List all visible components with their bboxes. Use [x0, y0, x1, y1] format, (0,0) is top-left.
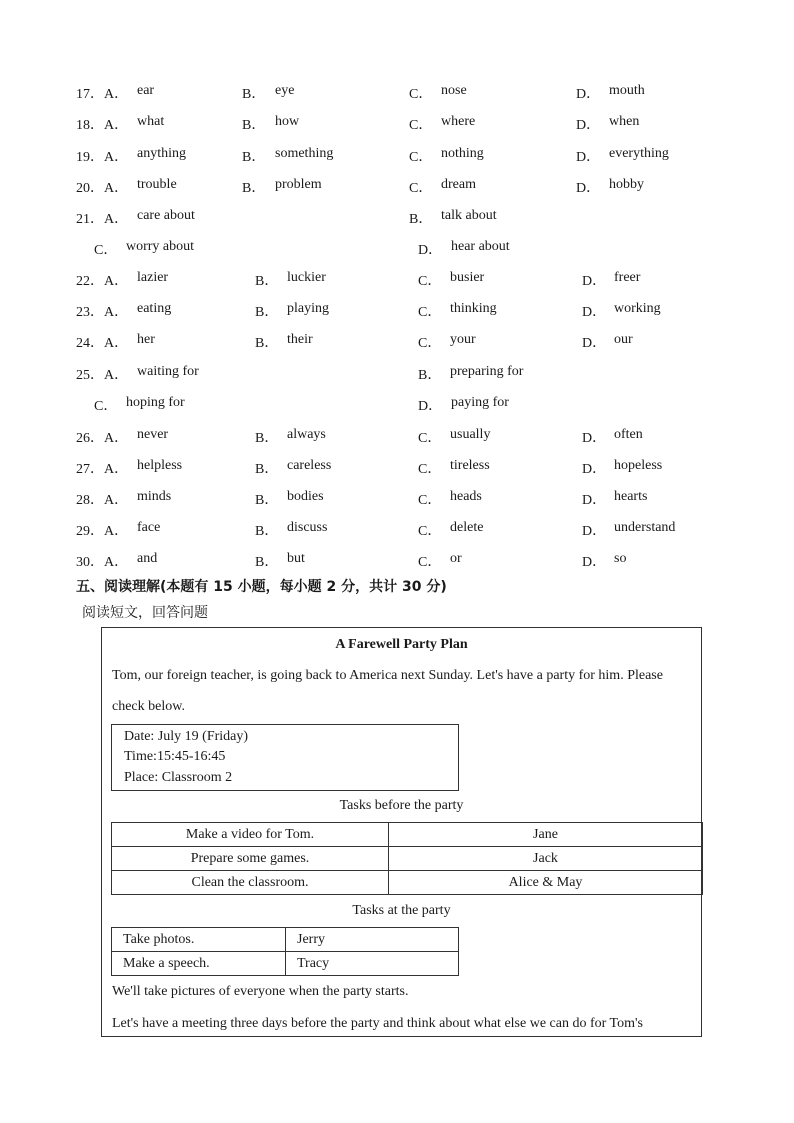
- option-letter: C．: [409, 181, 433, 196]
- option-text: helpless: [137, 458, 183, 473]
- option-text: their: [287, 332, 313, 347]
- option-text: something: [275, 146, 334, 161]
- option-letter: D．: [582, 493, 607, 508]
- option-text: hobby: [609, 177, 644, 192]
- option-letter: B．: [255, 274, 279, 289]
- option-text: paying for: [451, 395, 509, 410]
- option-text: thinking: [450, 301, 497, 316]
- option-text: nose: [441, 83, 467, 98]
- table-row: [112, 823, 703, 847]
- person-cell: Tracy: [286, 952, 459, 976]
- question-row: [0, 458, 794, 480]
- option-text: preparing for: [450, 364, 524, 379]
- option-text: her: [137, 332, 155, 347]
- option-letter: D．: [418, 399, 443, 414]
- option-letter: B．: [418, 368, 442, 383]
- option-letter: C．: [418, 493, 442, 508]
- option-text: hear about: [451, 239, 510, 254]
- option-text: bodies: [287, 489, 324, 504]
- option-text: freer: [614, 270, 641, 285]
- option-text: hopeless: [614, 458, 663, 473]
- option-text: hearts: [614, 489, 648, 504]
- section-title: 五、阅读理解(本题有 15 小题，每小题 2 分，共计 30 分): [76, 579, 447, 595]
- person-cell: Jane: [389, 823, 703, 847]
- at-tasks-table: [111, 927, 459, 976]
- passage-intro-line1: Tom, our foreign teacher, is going back to America next Sunday. Let's have a party for him. Please: [112, 668, 663, 683]
- option-letter: A．: [104, 493, 129, 508]
- question-row: [0, 208, 794, 230]
- option-text: mouth: [609, 83, 645, 98]
- option-letter: D．: [576, 181, 601, 196]
- option-letter: C．: [418, 274, 442, 289]
- passage-photos-line: We'll take pictures of everyone when the party starts.: [112, 984, 409, 999]
- option-text: face: [137, 520, 161, 535]
- option-text: but: [287, 551, 305, 566]
- question-row: [0, 177, 794, 199]
- option-letter: C．: [418, 305, 442, 320]
- question-row: [0, 489, 794, 511]
- option-text: dream: [441, 177, 476, 192]
- question-row: [0, 551, 794, 573]
- option-letter: D．: [576, 87, 601, 102]
- option-text: discuss: [287, 520, 328, 535]
- person-cell: Alice & May: [389, 871, 703, 895]
- question-number: 30．: [76, 555, 104, 570]
- party-date: Date: July 19 (Friday): [124, 729, 249, 744]
- option-letter: D．: [576, 150, 601, 165]
- option-letter: A．: [104, 87, 129, 102]
- option-letter: C．: [409, 150, 433, 165]
- at-tasks-heading: Tasks at the party: [352, 903, 451, 918]
- option-letter: C．: [418, 462, 442, 477]
- option-text: minds: [137, 489, 172, 504]
- option-letter: D．: [582, 524, 607, 539]
- section-instruction: 阅读短文，回答问题: [82, 605, 208, 621]
- question-row: [0, 332, 794, 354]
- question-row: [0, 114, 794, 136]
- person-cell: Jerry: [286, 928, 459, 952]
- option-letter: A．: [104, 118, 129, 133]
- option-text: busier: [450, 270, 485, 285]
- party-info-box: [111, 724, 459, 791]
- option-letter: B．: [255, 431, 279, 446]
- option-letter: B．: [242, 118, 266, 133]
- option-text: when: [609, 114, 640, 129]
- option-letter: A．: [104, 368, 129, 383]
- question-number: 24．: [76, 336, 104, 351]
- option-text: careless: [287, 458, 332, 473]
- option-letter: D．: [582, 431, 607, 446]
- option-text: delete: [450, 520, 484, 535]
- option-letter: B．: [242, 181, 266, 196]
- option-letter: A．: [104, 305, 129, 320]
- task-cell: Prepare some games.: [112, 847, 389, 871]
- option-letter: B．: [255, 555, 279, 570]
- option-text: often: [614, 427, 643, 442]
- option-letter: B．: [255, 462, 279, 477]
- question-number: 29．: [76, 524, 104, 539]
- option-text: hoping for: [126, 395, 185, 410]
- task-cell: Make a video for Tom.: [112, 823, 389, 847]
- question-number: 25．: [76, 368, 104, 383]
- option-text: luckier: [287, 270, 326, 285]
- task-cell: Clean the classroom.: [112, 871, 389, 895]
- option-letter: D．: [582, 305, 607, 320]
- option-text: waiting for: [137, 364, 199, 379]
- task-cell: Make a speech.: [112, 952, 286, 976]
- option-letter: A．: [104, 462, 129, 477]
- option-text: talk about: [441, 208, 497, 223]
- person-cell: Jack: [389, 847, 703, 871]
- option-letter: D．: [582, 462, 607, 477]
- option-text: understand: [614, 520, 676, 535]
- option-text: anything: [137, 146, 186, 161]
- option-text: usually: [450, 427, 491, 442]
- question-number: 18．: [76, 118, 104, 133]
- question-number: 28．: [76, 493, 104, 508]
- option-text: trouble: [137, 177, 177, 192]
- option-letter: A．: [104, 181, 129, 196]
- option-letter: C．: [418, 431, 442, 446]
- option-letter: A．: [104, 336, 129, 351]
- option-letter: B．: [255, 336, 279, 351]
- question-number: 27．: [76, 462, 104, 477]
- question-row-continued: [0, 395, 794, 417]
- option-letter: C．: [418, 336, 442, 351]
- question-number: 26．: [76, 431, 104, 446]
- option-letter: A．: [104, 555, 129, 570]
- option-text: how: [275, 114, 300, 129]
- option-letter: D．: [582, 555, 607, 570]
- option-letter: D．: [418, 243, 443, 258]
- option-text: tireless: [450, 458, 490, 473]
- table-row: [112, 928, 459, 952]
- option-text: everything: [609, 146, 669, 161]
- question-number: 17．: [76, 87, 104, 102]
- question-row: [0, 146, 794, 168]
- option-letter: D．: [582, 274, 607, 289]
- option-letter: A．: [104, 431, 129, 446]
- option-text: your: [450, 332, 476, 347]
- table-row: [112, 871, 703, 895]
- question-number: 22．: [76, 274, 104, 289]
- option-letter: B．: [255, 524, 279, 539]
- option-letter: D．: [576, 118, 601, 133]
- option-letter: C．: [418, 524, 442, 539]
- before-tasks-heading: Tasks before the party: [339, 798, 464, 813]
- option-text: lazier: [137, 270, 169, 285]
- option-text: eating: [137, 301, 172, 316]
- option-text: worry about: [126, 239, 195, 254]
- option-letter: B．: [409, 212, 433, 227]
- question-number: 20．: [76, 181, 104, 196]
- passage-meeting-line: Let's have a meeting three days before the party and think about what else we can do for Tom's: [112, 1016, 643, 1031]
- option-letter: B．: [255, 305, 279, 320]
- option-letter: C．: [94, 243, 118, 258]
- option-text: working: [614, 301, 661, 316]
- option-letter: A．: [104, 212, 129, 227]
- before-tasks-table: [111, 822, 703, 895]
- option-text: nothing: [441, 146, 484, 161]
- question-row: [0, 83, 794, 105]
- question-row-continued: [0, 239, 794, 261]
- passage-title: A Farewell Party Plan: [335, 637, 468, 652]
- option-letter: C．: [409, 118, 433, 133]
- option-text: so: [614, 551, 627, 566]
- option-text: eye: [275, 83, 295, 98]
- option-letter: A．: [104, 524, 129, 539]
- reading-passage-box: [101, 627, 702, 1037]
- option-letter: A．: [104, 274, 129, 289]
- question-number: 23．: [76, 305, 104, 320]
- table-row: [112, 847, 703, 871]
- question-row: [0, 270, 794, 292]
- question-number: 21．: [76, 212, 104, 227]
- party-time: Time:15:45-16:45: [124, 749, 226, 764]
- option-text: where: [441, 114, 476, 129]
- option-letter: C．: [409, 87, 433, 102]
- passage-intro-line2: check below.: [112, 699, 185, 714]
- option-text: what: [137, 114, 165, 129]
- option-text: problem: [275, 177, 322, 192]
- option-letter: D．: [582, 336, 607, 351]
- option-text: care about: [137, 208, 195, 223]
- option-text: never: [137, 427, 169, 442]
- task-cell: Take photos.: [112, 928, 286, 952]
- option-letter: C．: [94, 399, 118, 414]
- option-letter: B．: [242, 150, 266, 165]
- table-row: [112, 952, 459, 976]
- option-letter: C．: [418, 555, 442, 570]
- question-row: [0, 520, 794, 542]
- option-text: and: [137, 551, 158, 566]
- party-place: Place: Classroom 2: [124, 770, 233, 785]
- option-text: always: [287, 427, 326, 442]
- option-letter: A．: [104, 150, 129, 165]
- question-row: [0, 427, 794, 449]
- option-text: our: [614, 332, 633, 347]
- question-row: [0, 301, 794, 323]
- question-row: [0, 364, 794, 386]
- option-text: heads: [450, 489, 482, 504]
- option-text: playing: [287, 301, 329, 316]
- option-letter: B．: [242, 87, 266, 102]
- option-letter: B．: [255, 493, 279, 508]
- option-text: ear: [137, 83, 155, 98]
- question-number: 19．: [76, 150, 104, 165]
- option-text: or: [450, 551, 462, 566]
